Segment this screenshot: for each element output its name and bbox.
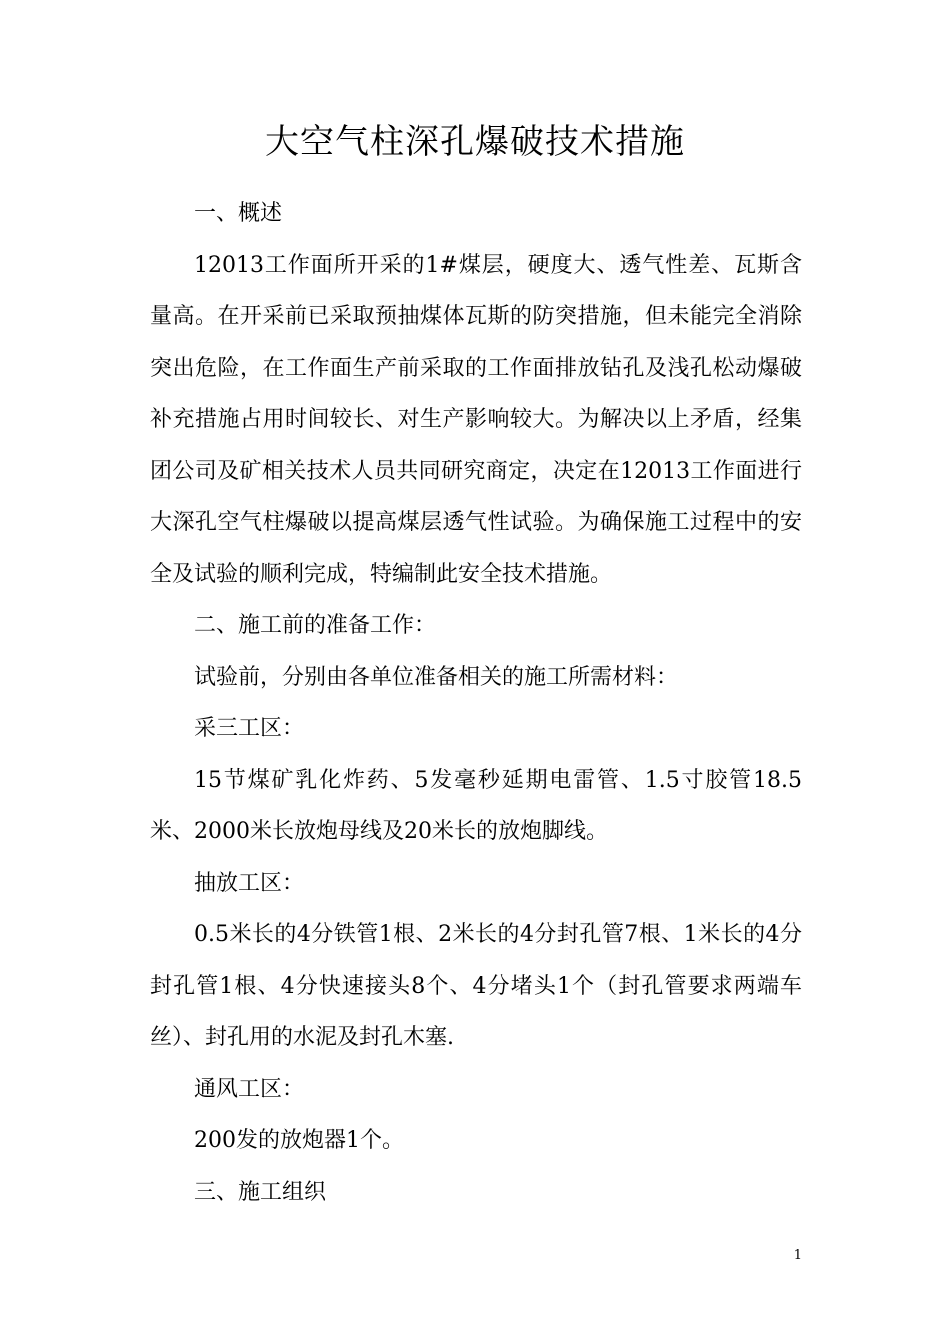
section-heading-organization: 三、施工组织	[194, 1179, 327, 1205]
document-body	[150, 188, 802, 1218]
paragraph-mining-3-materials: 15节煤矿乳化炸药、5发毫秒延期电雷管、1.5寸胶管18.5米、2000米长放炮母线及20米长的放炮脚线。	[150, 767, 802, 844]
paragraph-materials-intro: 试验前，分别由各单位准备相关的施工所需材料：	[194, 664, 679, 690]
document-title: 大空气柱深孔爆破技术措施	[265, 122, 685, 162]
paragraph-ventilation-materials: 200发的放炮器1个。	[194, 1128, 404, 1153]
section-heading-overview: 一、概述	[194, 201, 283, 226]
unit-heading-ventilation: 通风工区：	[194, 1076, 305, 1102]
unit-heading-mining-3: 采三工区：	[194, 716, 305, 741]
section-heading-preparation: 二、施工前的准备工作：	[194, 613, 437, 638]
paragraph-overview: 12013工作面所开采的1#煤层，硬度大、透气性差、瓦斯含量高。在开采前已采取预抽煤体瓦斯的防突措施，但未能完全消除突出危险，在工作面生产前采取的工作面排放钻孔及浅孔松动爆破补充措施占用时间较长、对生产影响较大。为解决以上矛盾，经集团公司及矿相关技术人员共同研究商定，决定在12013工作面进行大深孔空气柱爆破以提高煤层透气性试验。为确保施工过程中的安全及试验的顺利完成，特编制此安全技术措施。	[150, 252, 802, 587]
unit-heading-drainage: 抽放工区：	[194, 870, 305, 896]
page-number: 1	[793, 1248, 802, 1263]
paragraph-drainage-materials: 0.5米长的4分铁管1根、2米长的4分封孔管7根、1米长的4分封孔管1根、4分快速接头8个、4分堵头1个（封孔管要求两端车丝）、封孔用的水泥及封孔木塞.	[150, 922, 802, 1050]
